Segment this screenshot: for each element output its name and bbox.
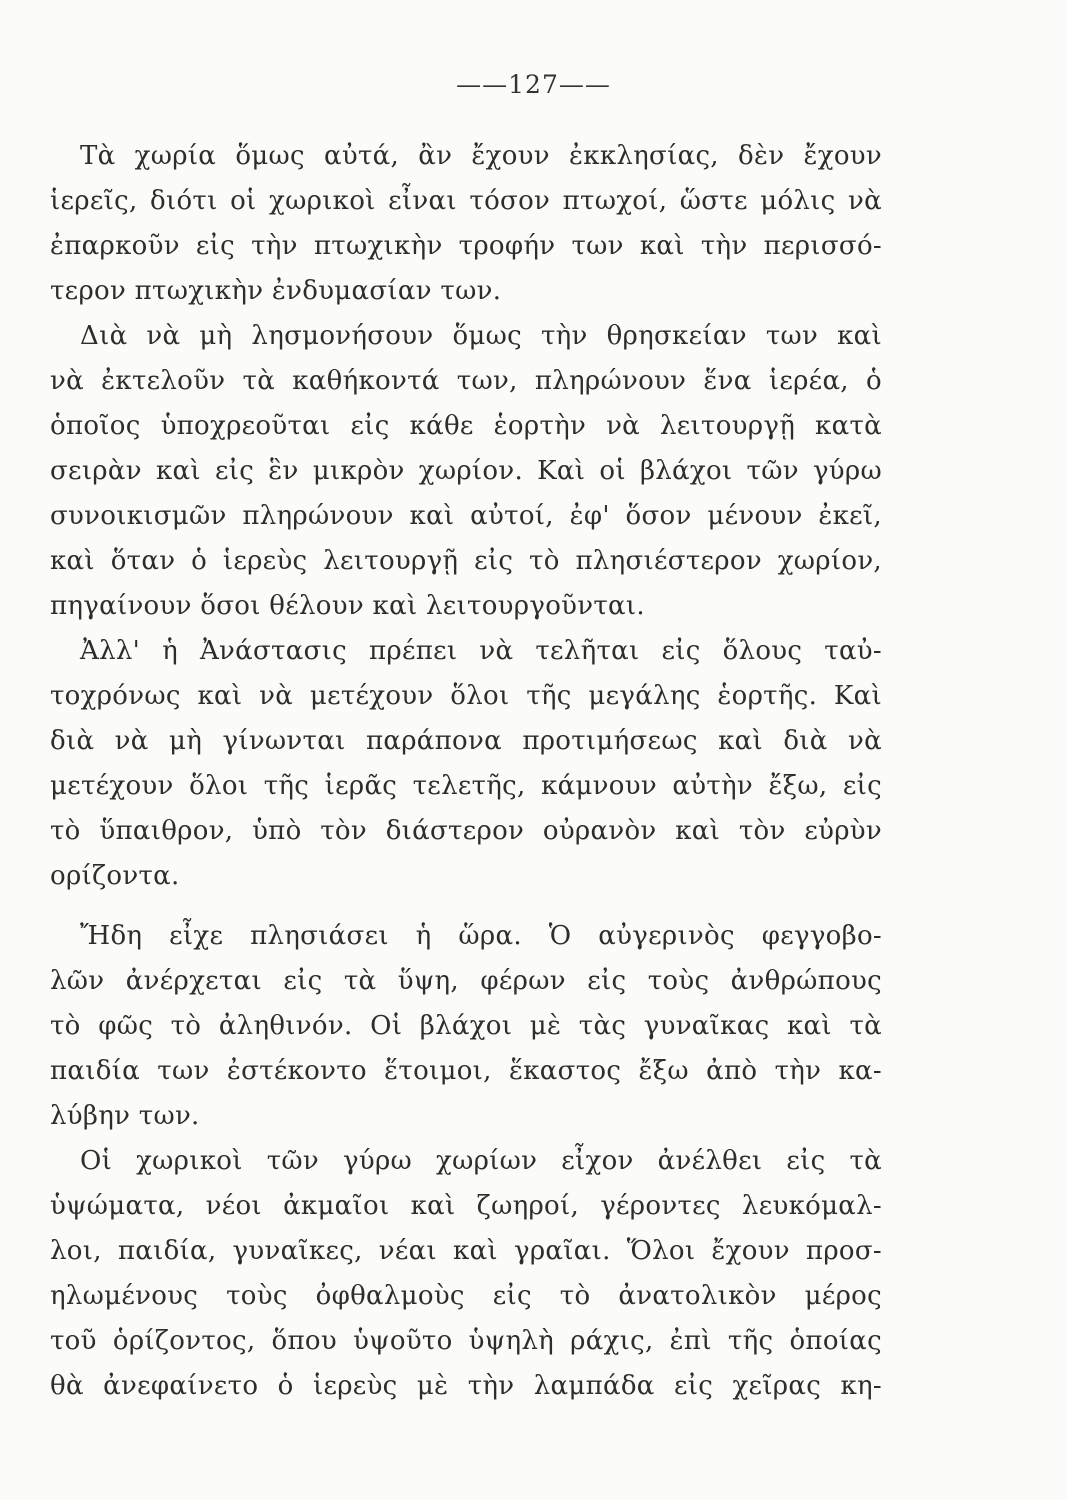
- text-line: συνοικισμῶν πληρώνουν καὶ αὐτοί, ἐφ' ὅσον μένουν ἐκεῖ,: [50, 501, 882, 531]
- text-line: θὰ ἀνεφαίνετο ὁ ἱερεὺς μὲ τὴν λαμπάδα εἰς χεῖρας κη-: [50, 1371, 882, 1401]
- text-line: λοι, παιδία, γυναῖκες, νέαι καὶ γραῖαι. Ὅλοι ἔχουν προσ-: [50, 1236, 882, 1266]
- text-line: νὰ ἐκτελοῦν τὰ καθήκοντά των, πληρώνουν ἕνα ἱερέα, ὁ: [50, 366, 882, 396]
- text-line: ἐπαρκοῦν εἰς τὴν πτωχικὴν τροφήν των καὶ τὴν περισσό-: [50, 231, 882, 261]
- text-line: τερον πτωχικὴν ἐνδυμασίαν των.: [50, 276, 502, 306]
- text-line: Ἀλλ' ἡ Ἀνάστασις πρέπει νὰ τελῆται εἰς ὅλους ταὐ-: [80, 636, 882, 666]
- text-line: μετέχουν ὅλοι τῆς ἱερᾶς τελετῆς, κάμνουν αὐτὴν ἔξω, εἰς: [50, 771, 882, 801]
- text-line: πηγαίνουν ὅσοι θέλουν καὶ λειτουργοῦνται.: [50, 591, 645, 621]
- text-line: Ἤδη εἶχε πλησιάσει ἡ ὥρα. Ὁ αὐγερινὸς φεγγοβο-: [80, 921, 882, 951]
- text-line: τοχρόνως καὶ νὰ μετέχουν ὅλοι τῆς μεγάλης ἑορτῆς. Καὶ: [50, 681, 882, 711]
- text-line: ὑψώματα, νέοι ἀκμαῖοι καὶ ζωηροί, γέροντες λευκόμαλ-: [50, 1191, 882, 1221]
- page-number: ——127——: [456, 70, 611, 99]
- text-line: ορίζοντα.: [50, 861, 180, 891]
- text-line: λύβην των.: [50, 1101, 200, 1131]
- text-line: λῶν ἀνέρχεται εἰς τὰ ὕψη, φέρων εἰς τοὺς ἀνθρώπους: [50, 966, 882, 996]
- text-line: τὸ ὕπαιθρον, ὑπὸ τὸν διάστερον οὐρανὸν καὶ τὸν εὐρὺν: [50, 816, 882, 846]
- text-line: παιδία των ἐστέκοντο ἕτοιμοι, ἕκαστος ἔξω ἀπὸ τὴν κα-: [50, 1056, 882, 1086]
- text-line: ἱερεῖς, διότι οἱ χωρικοὶ εἶναι τόσον πτωχοί, ὥστε μόλις νὰ: [50, 186, 882, 216]
- text-line: τοῦ ὁρίζοντος, ὅπου ὑψοῦτο ὑψηλὴ ράχις, ἐπὶ τῆς ὁποίας: [50, 1326, 882, 1356]
- text-line: Τὰ χωρία ὅμως αὐτά, ἂν ἔχουν ἐκκλησίας, δὲν ἔχουν: [80, 141, 882, 171]
- text-line: σειρὰν καὶ εἰς ἓν μικρὸν χωρίον. Καὶ οἱ βλάχοι τῶν γύρω: [50, 456, 882, 486]
- text-line: τὸ φῶς τὸ ἀληθινόν. Οἱ βλάχοι μὲ τὰς γυναῖκας καὶ τὰ: [50, 1011, 882, 1041]
- text-line: καὶ ὅταν ὁ ἱερεὺς λειτουργῇ εἰς τὸ πλησιέστερον χωρίον,: [50, 546, 882, 576]
- text-line: ηλωμένους τοὺς ὀφθαλμοὺς εἰς τὸ ἀνατολικὸν μέρος: [50, 1281, 882, 1311]
- text-line: ὁποῖος ὑποχρεοῦται εἰς κάθε ἑορτὴν νὰ λειτουργῇ κατὰ: [50, 411, 882, 441]
- text-line: Διὰ νὰ μὴ λησμονήσουν ὅμως τὴν θρησκείαν των καὶ: [80, 321, 882, 351]
- text-line: Οἱ χωρικοὶ τῶν γύρω χωρίων εἶχον ἀνέλθει εἰς τὰ: [80, 1146, 882, 1176]
- text-line: διὰ νὰ μὴ γίνωνται παράπονα προτιμήσεως καὶ διὰ νὰ: [50, 726, 882, 756]
